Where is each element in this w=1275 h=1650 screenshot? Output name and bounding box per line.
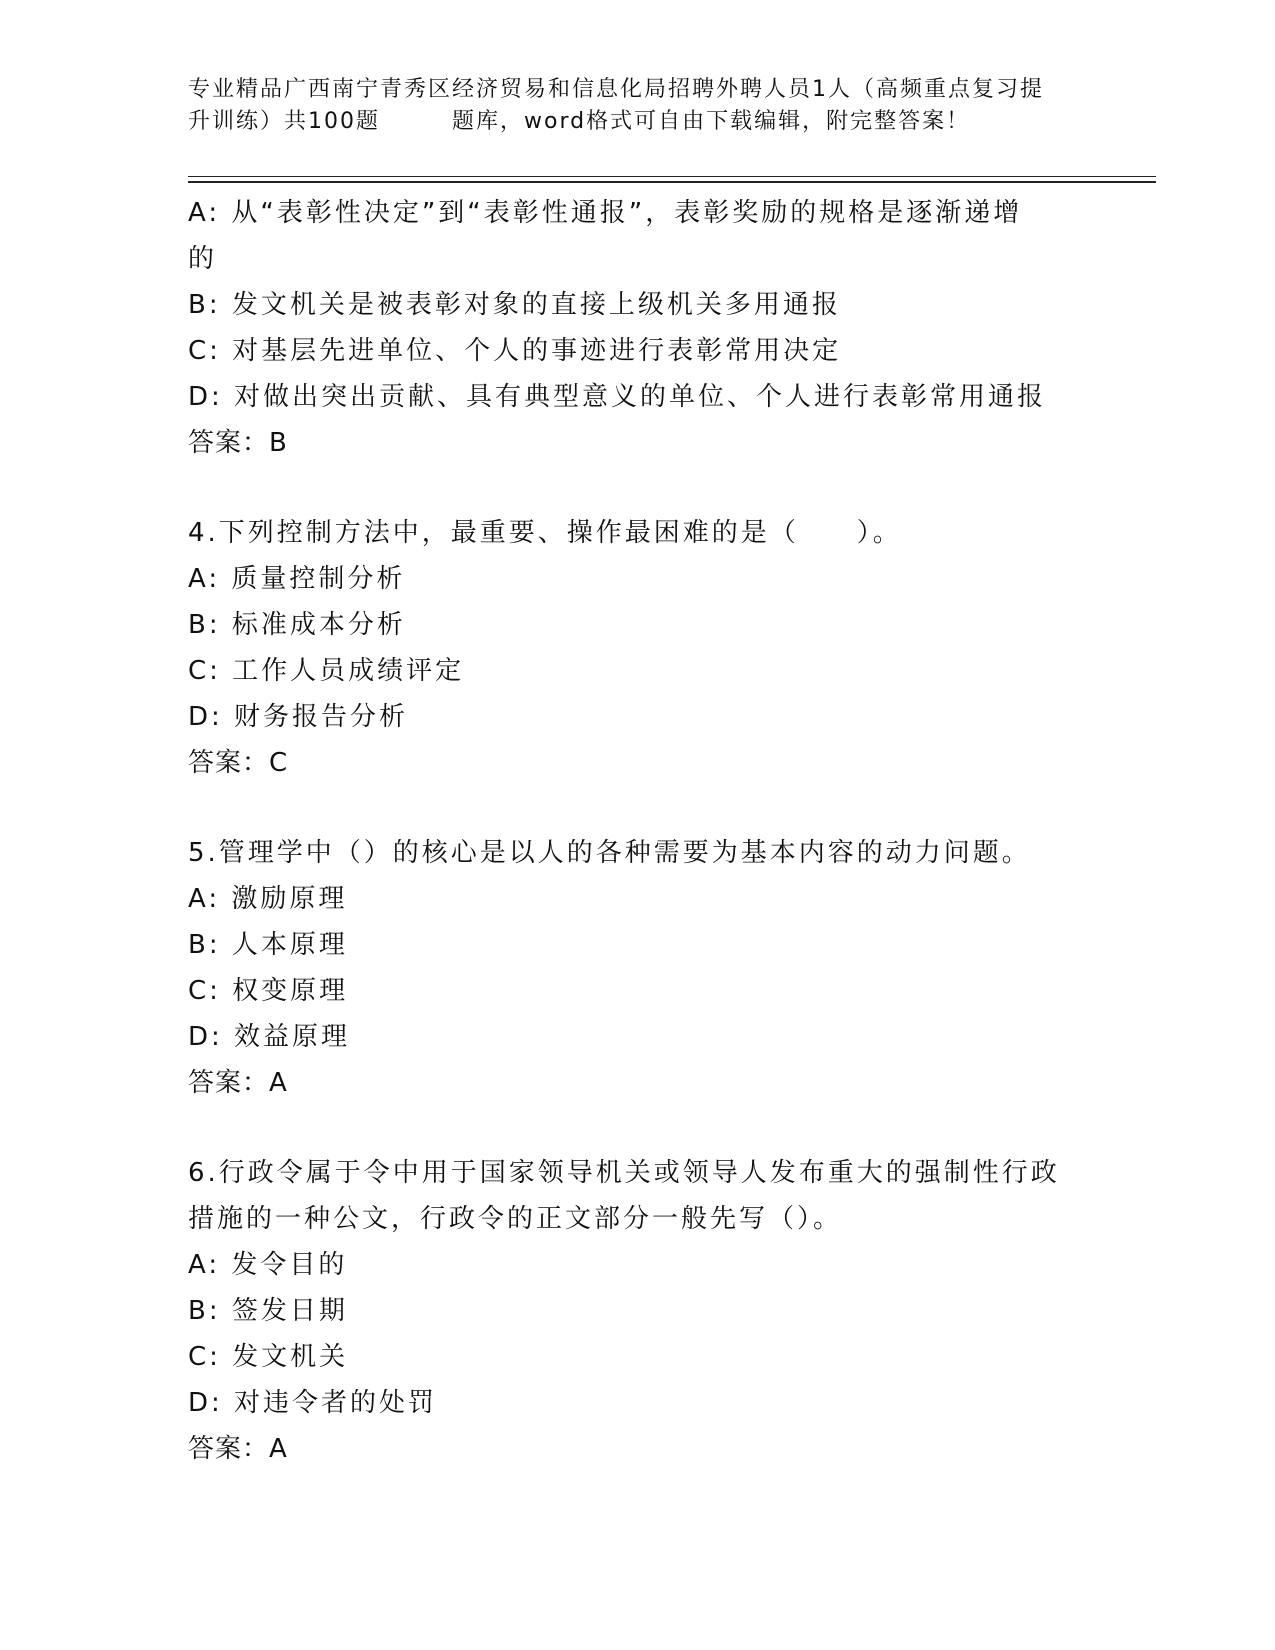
option-c: C: 对基层先进单位、个人的事迹进行表彰常用决定 xyxy=(188,336,842,366)
option-d: D: 效益原理 xyxy=(188,1022,351,1052)
question-6-block xyxy=(188,1150,1088,1472)
answer: 答案：A xyxy=(188,1068,288,1098)
option-c: C: 权变原理 xyxy=(188,976,349,1006)
document-header xyxy=(188,74,1088,138)
option-a: A: 发令目的 xyxy=(188,1250,348,1280)
question-text: 4.下列控制方法中，最重要、操作最困难的是（ ）。 xyxy=(188,518,902,548)
option-b: B: 发文机关是被表彰对象的直接上级机关多用通报 xyxy=(188,290,841,320)
option-d: D: 对违令者的处罚 xyxy=(188,1388,438,1418)
header-title-line-2-part-b: 题库，word格式可自由下载编辑，附完整答案！ xyxy=(452,109,971,134)
option-a-continued: 的 xyxy=(188,244,218,274)
question-list xyxy=(188,190,1088,1472)
option-a: A: 激励原理 xyxy=(188,884,348,914)
question-text: 6.行政令属于令中用于国家领导机关或领导人发布重大的强制性行政 xyxy=(188,1158,1060,1188)
option-c: C: 工作人员成绩评定 xyxy=(188,656,465,686)
option-b: B: 标准成本分析 xyxy=(188,610,406,640)
answer: 答案：A xyxy=(188,1434,288,1464)
question-text-continued: 措施的一种公文，行政令的正文部分一般先写（）。 xyxy=(188,1204,843,1234)
option-d: D: 财务报告分析 xyxy=(188,702,409,732)
option-c: C: 发文机关 xyxy=(188,1342,349,1372)
header-title-line-2-part-a: 升训练）共100题 xyxy=(188,109,380,134)
option-d: D: 对做出突出贡献、具有典型意义的单位、个人进行表彰常用通报 xyxy=(188,382,1047,412)
option-a: A: 从“表彰性决定”到“表彰性通报”，表彰奖励的规格是逐渐递增 xyxy=(188,198,1023,228)
header-divider-thick xyxy=(188,181,1156,183)
question-5-block xyxy=(188,830,1088,1106)
question-4-block xyxy=(188,510,1088,786)
header-title-line-1: 专业精品广西南宁青秀区经济贸易和信息化局招聘外聘人员1人（高频重点复习提 xyxy=(188,77,1044,102)
answer: 答案：C xyxy=(188,748,289,778)
option-b: B: 签发日期 xyxy=(188,1296,348,1326)
question-3-block xyxy=(188,190,1088,466)
option-b: B: 人本原理 xyxy=(188,930,348,960)
answer: 答案：B xyxy=(188,428,288,458)
header-divider-thin xyxy=(188,176,1156,177)
header-title-line-2 xyxy=(188,106,1088,138)
question-text: 5.管理学中（）的核心是以人的各种需要为基本内容的动力问题。 xyxy=(188,838,1031,868)
option-a: A: 质量控制分析 xyxy=(188,564,406,594)
